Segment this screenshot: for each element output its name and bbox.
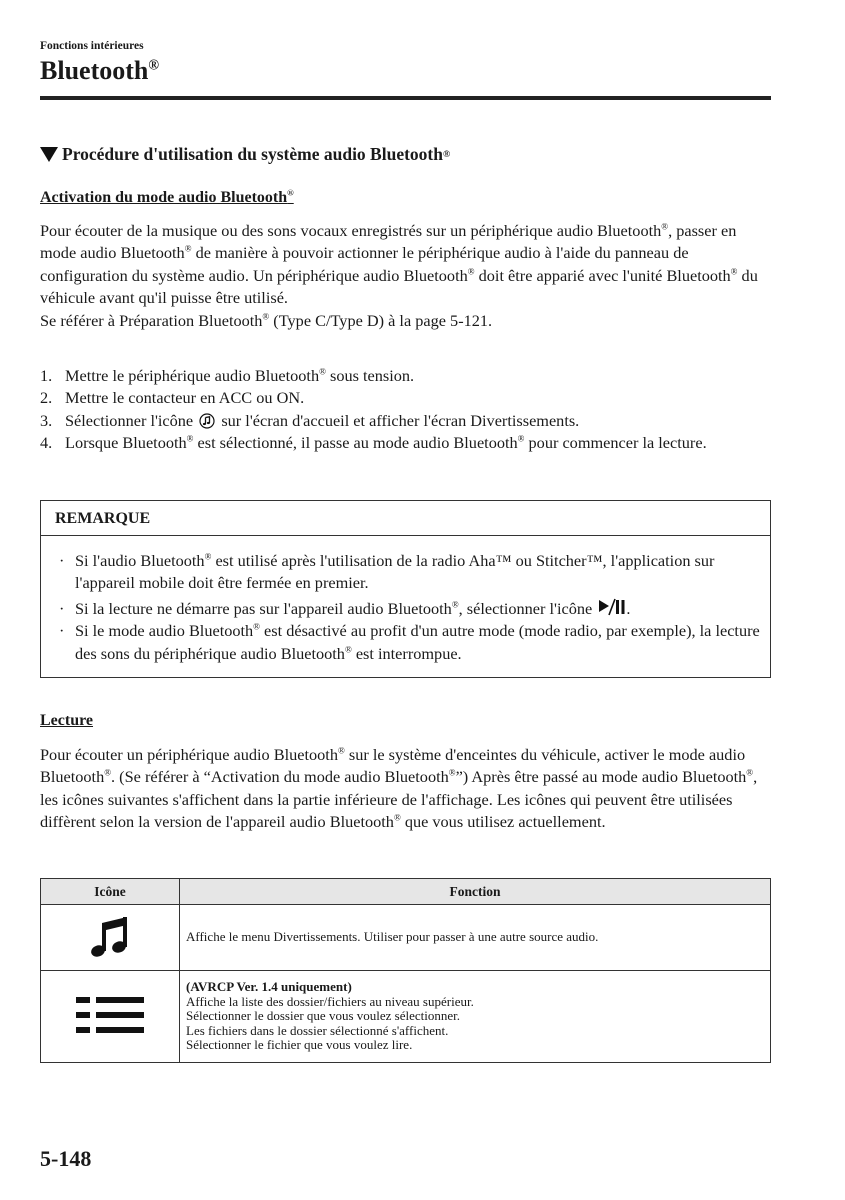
col-header-function: Fonction: [180, 879, 771, 905]
triangle-bullet-icon: [40, 147, 58, 162]
play-pause-icon: [598, 598, 626, 616]
icon-cell: [41, 971, 180, 1063]
note-title: REMARQUE: [41, 501, 770, 536]
lecture-heading: Lecture: [40, 712, 94, 729]
procedure-steps: [40, 365, 775, 455]
manual-page: [40, 0, 771, 1200]
table-row: [41, 905, 771, 971]
list-item: 1. Mettre le périphérique audio Bluetooth® sous tension.: [40, 366, 415, 385]
header-rule: [40, 96, 771, 100]
list-item: · Si l'audio Bluetooth® est utilisé après l'utilisation de la radio Aha™ ou Stitcher™, l'application sur l'appareil mobile doit être fermée en premier.: [59, 551, 715, 593]
table-header-row: [41, 879, 771, 905]
list-item: 3. Sélectionner l'icône sur l'écran d'accueil et afficher l'écran Divertissements.: [40, 410, 580, 430]
list-item: · Si la lecture ne démarre pas sur l'appareil audio Bluetooth®, sélectionner l'icône .: [59, 598, 631, 618]
music-note-icon: [89, 913, 131, 959]
folder-list-icon: [74, 992, 146, 1038]
music-icon: [199, 413, 215, 429]
col-header-icon: Icône: [41, 879, 180, 905]
list-item: · Si le mode audio Bluetooth® est désactivé au profit d'un autre mode (mode radio, par exemple), la lecture des sons du périphérique audio Bluetooth® est interrompue.: [59, 621, 760, 663]
procedure-heading: Procédure d'utilisation du système audio Bluetooth ®: [40, 144, 450, 165]
note-box: [40, 500, 771, 678]
list-item: 4. Lorsque Bluetooth® est sélectionné, il passe au mode audio Bluetooth® pour commencer la lecture.: [40, 433, 707, 453]
function-cell: (AVRCP Ver. 1.4 uniquement) Affiche la liste des dossier/fichiers au niveau supérieur. Sélectionner le dossier que vous voulez sélectionner. Les fichiers dans le dossier sélectionné s'affichent. Sélectionner le fichier que vous voulez lire.: [180, 971, 771, 1063]
activation-paragraph: Pour écouter de la musique ou des sons vocaux enregistrés sur un périphérique audio Bluetooth®, passer en mode audio Bluetooth® de manière à pouvoir actionner le périphérique audio à l'aide du panneau de configuration du système audio. Un périphérique audio Bluetooth® doit être apparié avec l'unité Bluetooth® du véhicule avant qu'il puisse être utilisé. Se référer à Préparation Bluetooth® (Type C/Type D) à la page 5-121.: [40, 221, 758, 330]
list-item: 2. Mettre le contacteur en ACC ou ON.: [40, 388, 305, 408]
table-row: [41, 971, 771, 1063]
lecture-paragraph: Pour écouter un périphérique audio Bluetooth® sur le système d'enceintes du véhicule, activer le mode audio Bluetooth®. (Se référer à “Activation du mode audio Bluetooth®”) Après être passé au mode audio Bluetooth®, les icônes suivantes s'affichent dans la partie inférieure de l'affichage. Les icônes qui peuvent être utilisées diffèrent selon la version de l'appareil audio Bluetooth® que vous utilisez actuellement.: [40, 745, 758, 832]
page-number: 5-148: [40, 1146, 92, 1171]
note-list: [41, 536, 770, 665]
page-title: Bluetooth®: [40, 56, 160, 85]
section-kicker: Fonctions intérieures: [40, 40, 144, 52]
activation-subheading: Activation du mode audio Bluetooth®: [40, 187, 294, 206]
icon-cell: [41, 905, 180, 971]
icon-table: [40, 878, 771, 1063]
function-cell: Affiche le menu Divertissements. Utiliser pour passer à une autre source audio.: [180, 905, 771, 971]
